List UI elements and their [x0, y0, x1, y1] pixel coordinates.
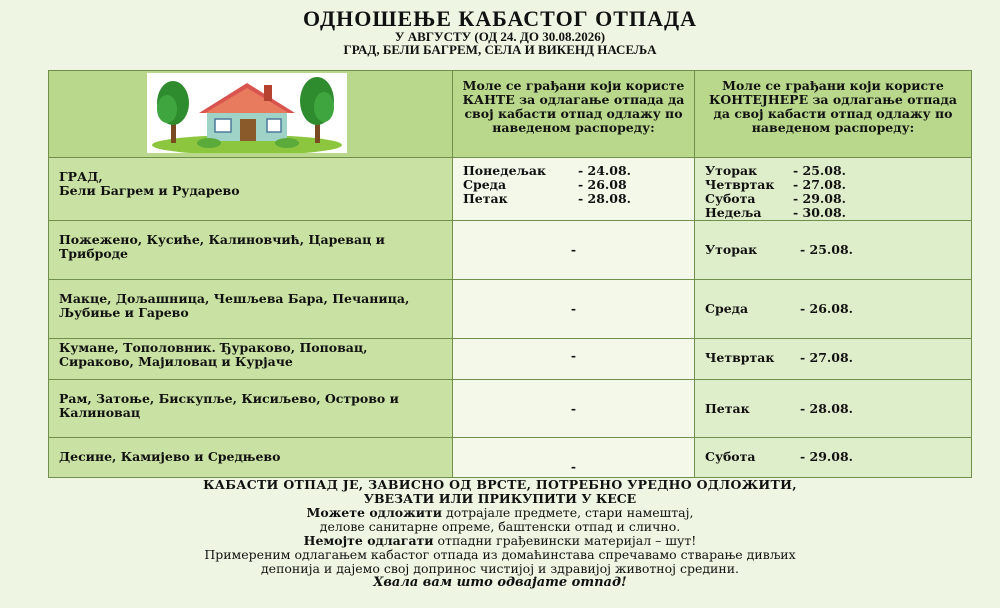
note-line-2: депонија и дајемо свој допринос чистијој и здравијој животној средини. — [260, 561, 740, 576]
list-item: Четвртак - 27.08. — [705, 177, 847, 192]
bins-cell — [453, 221, 695, 280]
header-image-cell — [49, 71, 453, 158]
can-dispose-bold: Можете одложити — [306, 505, 443, 520]
places-cell — [49, 221, 453, 280]
footer-can-dispose — [0, 506, 1000, 520]
date-label: - 29.08. — [800, 449, 854, 464]
footer-dont-dispose — [0, 534, 1000, 548]
house-illustration-icon — [147, 73, 347, 153]
places-text: Десине, Камијево и Средњево — [59, 449, 281, 464]
table-header-row — [49, 71, 972, 158]
list-item: Субота - 29.08. — [705, 191, 847, 206]
table-row — [49, 380, 972, 438]
list-item: Петак - 28.08. — [463, 191, 632, 206]
bins-cell — [453, 380, 695, 438]
day-label: Субота — [705, 449, 756, 464]
bins-none: - — [570, 242, 577, 257]
containers-cell — [695, 221, 972, 280]
table-row — [49, 221, 972, 280]
dont-dispose-bold: Немојте одлагати — [303, 533, 434, 548]
bins-header-cell — [453, 71, 695, 158]
places-text: Пожежено, Кусиће, Калиновчић, Царевац и Триброде — [59, 232, 385, 261]
table-row — [49, 438, 972, 478]
page-title: ОДНОШЕЊЕ КАБАСТОГ ОТПАДА — [302, 6, 697, 31]
date-label: - 27.08. — [800, 350, 854, 365]
can-dispose-text: дотрајале предмете, стари намештај, — [442, 505, 694, 520]
places-cell — [49, 380, 453, 438]
day-label: Среда — [705, 301, 749, 316]
table-row — [49, 158, 972, 221]
footer-instructions — [0, 478, 1000, 548]
containers-cell — [695, 438, 972, 478]
containers-cell — [695, 380, 972, 438]
date-label: - 28.08. — [800, 401, 854, 416]
bins-none: - — [570, 459, 577, 474]
places-cell — [49, 339, 453, 380]
places-cell — [49, 158, 453, 221]
list-item: Недеља - 30.08. — [705, 205, 847, 220]
bins-none: - — [570, 348, 577, 363]
schedule-table — [48, 70, 972, 478]
list-item: Понедељак - 24.08. — [463, 163, 632, 178]
areas-subtitle: ГРАД, БЕЛИ БАГРЕМ, СЕЛА И ВИКЕНД НАСЕЉА — [343, 42, 657, 57]
bins-none: - — [570, 301, 577, 316]
day-label: Четвртак — [705, 350, 775, 365]
places-text: ГРАД, Бели Багрем и Рударево — [59, 169, 240, 198]
period-subtitle: У АВГУСТУ (ОД 24. ДО 30.08.2026) — [394, 29, 606, 44]
day-label: Уторак — [705, 242, 758, 257]
footer-line-1: КАБАСТИ ОТПАД ЈЕ, ЗАВИСНО ОД ВРСТЕ, ПОТРЕБНО УРЕДНО ОДЛОЖИТИ, — [203, 477, 797, 492]
date-label: - 25.08. — [800, 242, 854, 257]
list-item: Уторак - 25.08. — [705, 163, 847, 178]
table-row — [49, 280, 972, 339]
table-row — [49, 339, 972, 380]
date-label: - 26.08. — [800, 301, 854, 316]
footer-line-2: УВЕЗАТИ ИЛИ ПРИКУПИТИ У КЕСЕ — [363, 491, 637, 506]
containers-header-cell — [695, 71, 972, 158]
page-header — [0, 8, 1000, 56]
places-text: Кумане, Тополовник. Ђураково, Поповац, Сираково, Мајиловац и Курјаче — [59, 340, 368, 369]
places-text: Рам, Затоње, Бискупље, Кисиљево, Острово и Калиновац — [59, 391, 399, 420]
containers-header-text: Моле се грађани који користе КОНТЕЈНЕРЕ за одлагање отпада да свој кабасти отпад одлажу по наведеном распореду: — [709, 78, 957, 135]
dont-dispose-text: отпадни грађевински материјал – шут! — [433, 533, 697, 548]
note-line-1: Примереним одлагањем кабастог отпада из домаћинстава спречавамо стварање дивљих — [204, 547, 796, 562]
bins-header-text: Моле се грађани који користе КАНТЕ за одлагање отпада да свој кабасти отпад одлажу по наведеном распореду: — [462, 78, 685, 135]
places-cell — [49, 438, 453, 478]
places-text: Макце, Дољашница, Чешљева Бара, Печаница, Љубиње и Гарево — [59, 291, 410, 320]
day-label: Петак — [705, 401, 750, 416]
footer-note — [0, 548, 1000, 590]
bins-none: - — [570, 401, 577, 416]
list-item: Среда - 26.08 — [463, 177, 627, 192]
bins-cell — [453, 158, 695, 221]
bins-cell — [453, 438, 695, 478]
containers-cell — [695, 280, 972, 339]
footer-can-dispose-2: делове санитарне опреме, баштенски отпад и слично. — [319, 519, 681, 534]
containers-cell — [695, 339, 972, 380]
thank-you-text: Хвала вам што одвајате отпад! — [373, 575, 627, 590]
places-cell — [49, 280, 453, 339]
bins-cell — [453, 280, 695, 339]
containers-cell — [695, 158, 972, 221]
bins-cell — [453, 339, 695, 380]
